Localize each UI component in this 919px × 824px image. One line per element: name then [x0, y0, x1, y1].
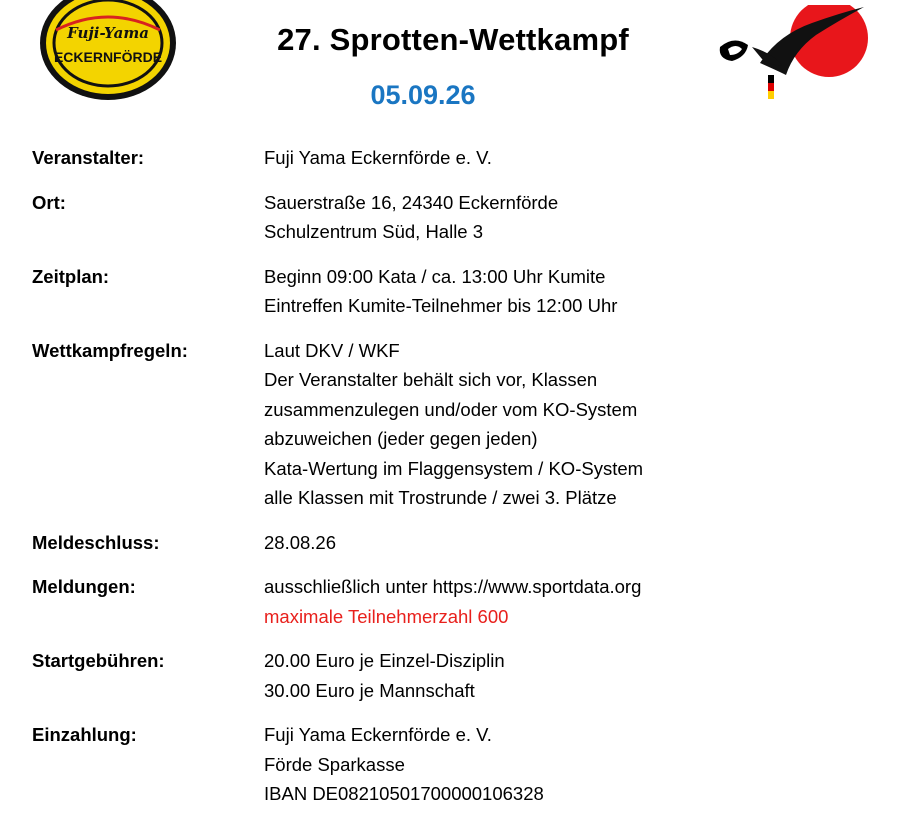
page-title: 27. Sprotten-Wettkampf [277, 22, 629, 57]
detail-value-line: Eintreffen Kumite-Teilnehmer bis 12:00 Uhr [264, 295, 618, 316]
detail-value-line: 28.08.26 [264, 531, 337, 553]
detail-label: Meldeschluss: [32, 531, 160, 553]
detail-label: Veranstalter: [32, 147, 145, 168]
detail-row [32, 336, 892, 513]
event-date: 05.09.26 [370, 80, 476, 110]
detail-value-line: Fuji Yama Eckernförde e. V. [264, 147, 492, 168]
detail-value-line: Förde Sparkasse [264, 753, 405, 775]
detail-label: Einzahlung: [32, 724, 137, 745]
detail-label: Zeitplan: [32, 265, 110, 287]
detail-row [32, 528, 892, 558]
detail-value-line: Laut DKV / WKF [264, 339, 400, 361]
detail-value [264, 528, 336, 558]
detail-value-line: zusammenzulegen und/oder vom KO-System [264, 398, 638, 420]
detail-row [32, 188, 892, 247]
detail-value-line: Beginn 09:00 Kata / ca. 13:00 Uhr Kumite [264, 265, 606, 287]
detail-value [264, 572, 641, 631]
detail-value-line: 20.00 Euro je Einzel-Disziplin [264, 650, 505, 671]
detail-value [264, 188, 558, 247]
detail-value-line: Kata-Wertung im Flaggensystem / KO-System [264, 457, 644, 479]
detail-value-line: maximale Teilnehmerzahl 600 [264, 605, 509, 627]
detail-value-line: ausschließlich unter https://www.sportdata.org [264, 576, 642, 597]
detail-label: Ort: [32, 191, 66, 213]
detail-label: Startgebühren: [32, 650, 165, 671]
detail-row [32, 143, 892, 173]
logo-top-text: Fuji-Yama [67, 24, 149, 42]
detail-value [264, 262, 617, 321]
detail-value-line: Fuji Yama Eckernförde e. V. [264, 724, 492, 745]
detail-value [264, 143, 492, 173]
detail-value-line: Sauerstraße 16, 24340 Eckernförde [264, 191, 559, 213]
detail-value-line: IBAN DE08210501700000106328 [264, 783, 544, 804]
detail-label: Wettkampfregeln: [32, 339, 188, 361]
logo-bottom-text: ECKERNFÖRDE [53, 49, 163, 65]
detail-value [264, 720, 544, 809]
detail-row [32, 262, 892, 321]
detail-label: Meldungen: [32, 576, 136, 597]
detail-value-line: Der Veranstalter behält sich vor, Klassen [264, 369, 598, 390]
detail-value-line: alle Klassen mit Trostrunde / zwei 3. Plätze [264, 487, 617, 508]
detail-value [264, 646, 505, 705]
detail-value-line: abzuweichen (jeder gegen jeden) [264, 428, 538, 449]
detail-row [32, 720, 892, 809]
detail-value-line: 30.00 Euro je Mannschaft [264, 679, 475, 701]
detail-value [264, 336, 643, 513]
detail-row [32, 646, 892, 705]
detail-value-line: Schulzentrum Süd, Halle 3 [264, 221, 484, 242]
details-list [32, 143, 892, 824]
detail-row [32, 572, 892, 631]
